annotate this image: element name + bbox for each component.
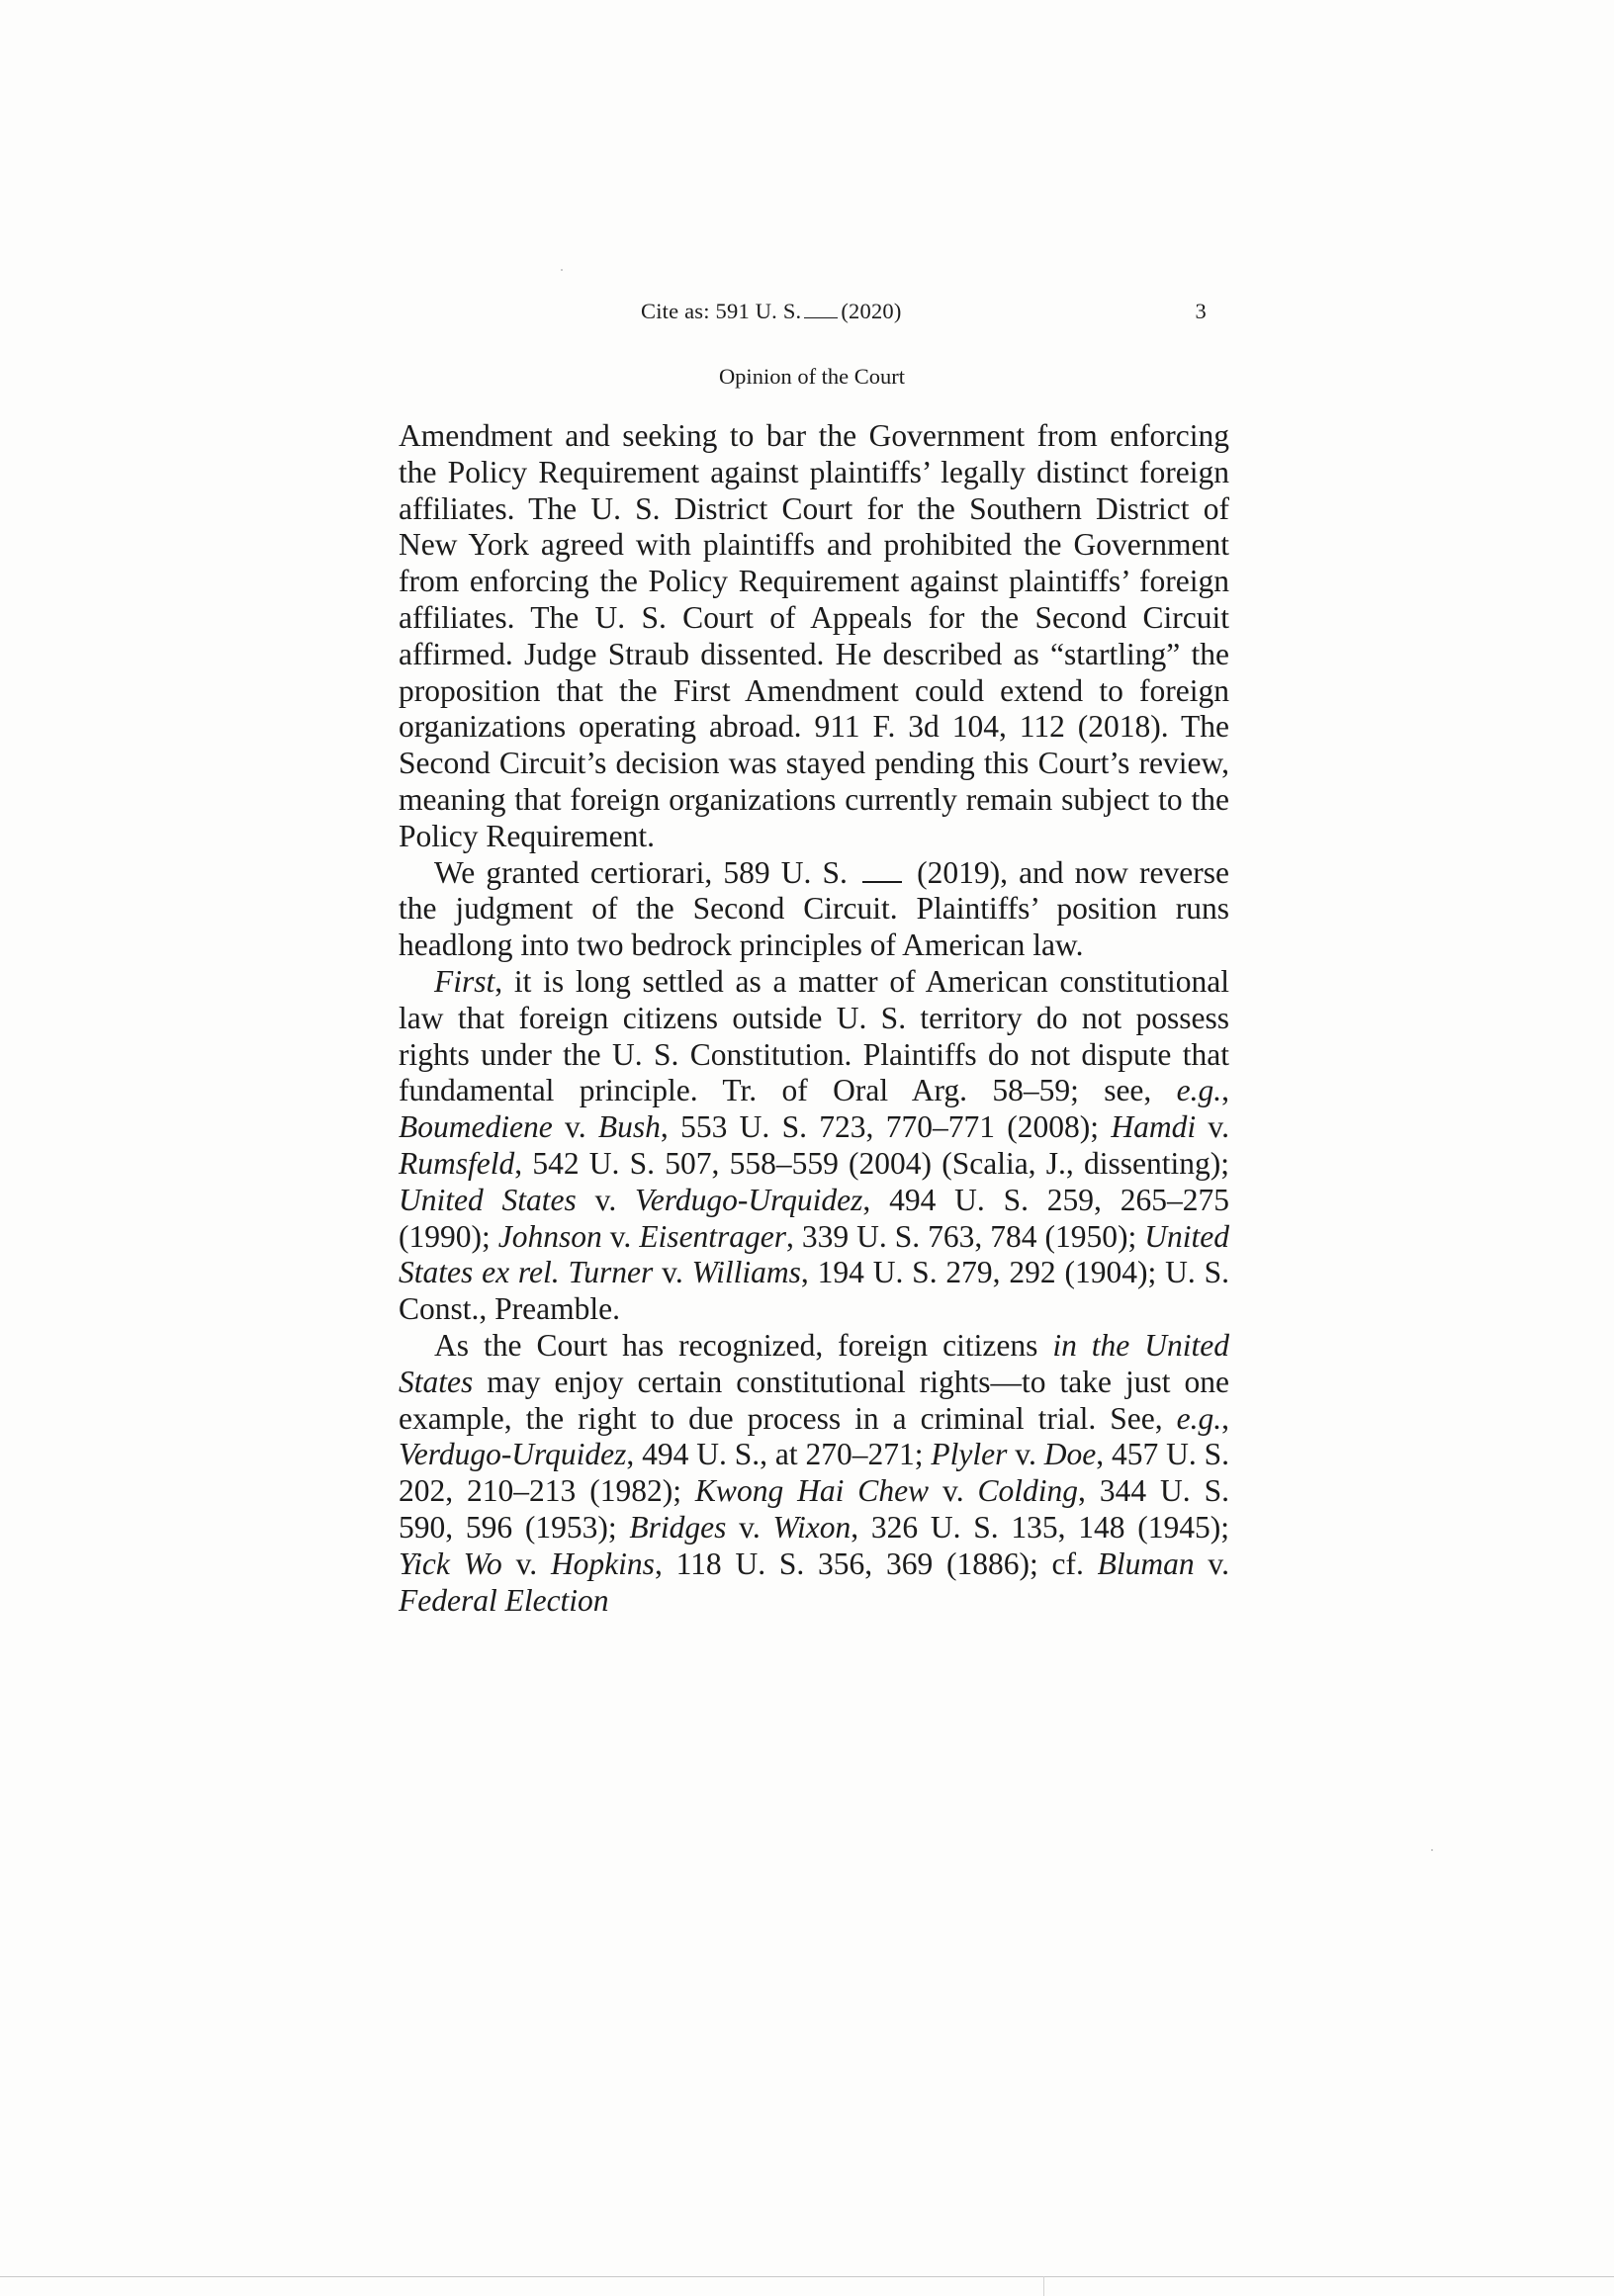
italic-text: Rumsfeld [399, 1145, 515, 1181]
text-run: , [1221, 1400, 1229, 1436]
scan-speck [561, 269, 563, 271]
paragraph-p3 [399, 964, 1229, 1328]
citation-blank [862, 857, 902, 883]
italic-text: in the United States [399, 1327, 1229, 1399]
italic-text: Colding [977, 1473, 1079, 1509]
running-head [396, 297, 1228, 332]
text-run: As the Court has recognized, foreign citizens [434, 1327, 1053, 1363]
text-run: , [1221, 1073, 1229, 1108]
italic-text: Plyler [931, 1437, 1008, 1472]
italic-text: Bush [597, 1109, 661, 1145]
italic-text: Hopkins [550, 1545, 655, 1581]
italic-text: Verdugo-Urquidez [399, 1437, 627, 1472]
text-run: (2019), and now reverse the judgment of the Second Circuit. Plaintiffs’ position runs headlong into two bedrock principles of American law. [399, 854, 1229, 963]
cite-prefix: Cite as: 591 U. S. [641, 299, 802, 323]
page-number: 3 [1195, 299, 1207, 323]
text-run: v. [601, 1218, 640, 1254]
text-run: , 344 U. S. 590, 596 (1953); [399, 1473, 1229, 1545]
text-run: v. [501, 1545, 551, 1581]
italic-text: Doe [1043, 1437, 1097, 1472]
italic-text: Wixon [772, 1509, 852, 1545]
text-run: v. [929, 1473, 978, 1509]
paragraph-p1 [399, 418, 1229, 855]
italic-text: Federal Election [399, 1582, 609, 1618]
text-run: , it is long settled as a matter of American constitutional law that foreign citizens outside U. S. territory do not possess rights under the U. S. Constitution. Plaintiffs do not dispute that fundamental principle. Tr. of Oral Arg. 58–59; see, [399, 963, 1229, 1108]
italic-text: e.g. [1176, 1400, 1222, 1436]
text-run: , 457 U. S. 202, 210–213 (1982); [399, 1437, 1229, 1509]
italic-text: Verdugo-Urquidez [635, 1182, 863, 1217]
text-run: , 194 U. S. 279, 292 (1904); U. S. Const., Preamble. [399, 1255, 1229, 1327]
citation [641, 299, 902, 324]
italic-text: Eisentrager [639, 1218, 787, 1254]
text-run: v. [1194, 1545, 1229, 1581]
opinion-label: Opinion of the Court [718, 364, 906, 389]
text-run: v. [1196, 1109, 1229, 1145]
cite-year: (2020) [841, 299, 902, 323]
paragraph-p2 [399, 855, 1229, 964]
italic-text: United States ex rel. Turner [399, 1218, 1229, 1290]
scan-speck [1431, 1849, 1433, 1851]
text-run: v. [1007, 1437, 1044, 1472]
italic-text: United States [399, 1182, 577, 1217]
scan-edge-line [0, 2276, 1614, 2277]
italic-text: Yick Wo [399, 1545, 502, 1581]
italic-text: Bridges [629, 1509, 727, 1545]
italic-text: Johnson [497, 1218, 602, 1254]
italic-text: Hamdi [1111, 1109, 1197, 1145]
text-run: , 542 U. S. 507, 558–559 (2004) (Scalia, J., dissenting); [514, 1145, 1229, 1181]
text-run: , 326 U. S. 135, 148 (1945); [851, 1509, 1229, 1545]
paragraph-p4 [399, 1328, 1229, 1619]
italic-text: First [434, 963, 495, 999]
text-run: , 494 U. S., at 270–271; [626, 1437, 932, 1472]
opinion-body [399, 418, 1229, 1619]
text-run: v. [726, 1509, 773, 1545]
italic-text: Bluman [1097, 1545, 1195, 1581]
italic-text: Boumediene [399, 1109, 553, 1145]
text-run: , 118 U. S. 356, 369 (1886); cf. [654, 1545, 1098, 1581]
text-run: v. [653, 1255, 692, 1290]
italic-text: Williams [691, 1255, 801, 1290]
italic-text: Kwong Hai Chew [694, 1473, 930, 1509]
text-run: may enjoy certain constitutional rights—to take just one example, the right to due process in a criminal trial. See, [399, 1364, 1229, 1436]
volume-page-blank [804, 300, 838, 318]
text-run: , 339 U. S. 763, 784 (1950); [786, 1218, 1145, 1254]
text-run: Amendment and seeking to bar the Government from enforcing the Policy Requirement against plaintiffs’ legally distinct foreign affiliates. The U. S. District Court for the Southern District of New York agreed with plaintiffs and prohibited the Government from enforcing the Policy Requirement against plaintiffs’ foreign affiliates. The U. S. Court of Appeals for the Second Circuit affirmed. Judge Straub dissented. He described as “startling” the proposition that the First Amendment could extend to foreign organizations operating abroad. 911 F. 3d 104, 112 (2018). The Second Circuit’s decision was stayed pending this Court’s review, meaning that foreign organizations currently remain subject to the Policy Requirement. [399, 418, 1229, 853]
text-run: v. [576, 1182, 636, 1217]
text-run: , 553 U. S. 723, 770–771 (2008); [660, 1109, 1112, 1145]
italic-text: e.g. [1176, 1073, 1222, 1108]
text-run: v. [552, 1109, 598, 1145]
text-run: We granted certiorari, 589 U. S. [434, 854, 858, 890]
text-run: , 494 U. S. 259, 265–275 (1990); [399, 1182, 1229, 1254]
scan-edge-mark [1043, 2276, 1044, 2296]
